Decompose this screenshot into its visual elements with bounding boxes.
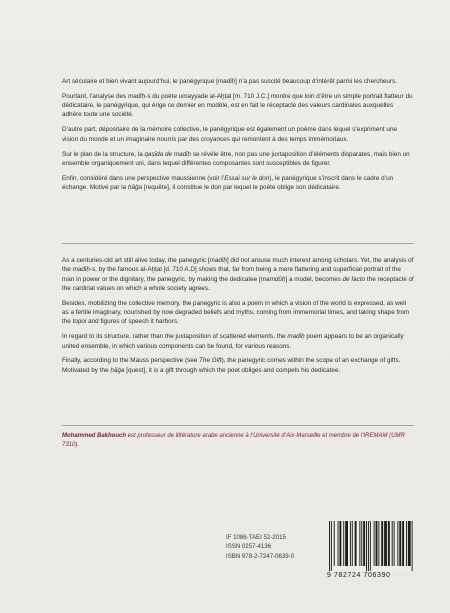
section-divider: [62, 243, 414, 244]
english-paragraph: Besides, mobilizing the collective memory, the panegyric is also a poem in which a vision of the world is expressed, as well as a fertile imaginary, nourished by now degraded beliefs and myths, coming from immemorial times, and taking shape from the topoi and figures of speech it harbors.: [62, 299, 410, 326]
author-note: [62, 432, 414, 449]
english-paragraph: In regard to its structure, rather than the juxtaposition of scattered elements, the madīḥ poem appears to be an organically united ensemble, in which various components can be found, for various reasons.: [62, 333, 404, 350]
italic-term: madīḥ: [287, 333, 305, 341]
english-summary: [62, 256, 414, 381]
french-paragraph: Art séculaire et bien vivant aujourd’hui, le panégyrique [madīḥ] n’a pas suscité beaucoup d’intérêt parmi les chercheurs.: [62, 78, 398, 85]
journal-reference: IF 1086-TAEI 52-2015: [226, 534, 286, 541]
french-paragraph: Pourtant, l’analyse des madīḥ-s du poète umayyade al-Aḫṭal [m. 710 J.C.] montre que loin d’être un simple portrait flatteur du dédicataire, le panégyrique, qui érige ce dernier en modèle, est en fait le réceptacle des valeurs cardinales auxquelles adhère toute une société.: [62, 92, 413, 119]
isbn: ISBN 978-2-7247-0639-0: [226, 552, 295, 560]
barcode-bars: [327, 521, 415, 571]
italic-term: ḥāǧa: [110, 366, 125, 374]
italic-term: Essai sur le don: [224, 174, 270, 182]
italic-term: The Gift: [199, 357, 222, 365]
barcode: [327, 521, 415, 571]
french-summary: [62, 77, 414, 198]
english-paragraph: Finally, according to the Mauss perspective (see The Gift), the panegyric comes within the scope of an exchange of gifts. Motivated by the ḥāǧa [quest], it is a gift through which the poet obliges and compels his dedicatee.: [62, 357, 401, 374]
issn: ISSN 0257-4136: [226, 543, 272, 551]
italic-term: mamdūḥ: [260, 275, 286, 283]
publication-info: [226, 533, 294, 561]
section-divider: [62, 425, 414, 426]
barcode-digits: 9 782724 706390: [327, 572, 391, 579]
french-paragraph: D’autre part, dépositaire de la mémoire collective, le panégyrique est également un poème dans lequel s’expriment une vision du monde et un imaginaire nourris par des croyances qui remontent à des temps immémoriaux.: [62, 126, 398, 143]
french-paragraph: Enfin, considéré dans une perspective maussienne (voir l’Essai sur le don), le panégyrique s’inscrit dans le cadre d’un échange. Motivé par la ḥāǧa [requête], il constitue le don par lequel le poète oblige son dédicataire.: [62, 174, 394, 192]
french-paragraph: Sur le plan de la structure, la qaṣīda de madīḥ se révèle être, non pas une juxtaposition d’éléments disparates, mais bien un ensemble organiquement uni, dans lequel différentes composantes sont susceptibles de figurer.: [62, 150, 410, 167]
author-name: Mohammed Bakhouch: [62, 433, 127, 439]
italic-term: madīḥ: [209, 257, 227, 264]
italic-term: topoi: [72, 318, 87, 326]
italic-term: de facto: [342, 275, 366, 283]
italic-term: qaṣīda de madīḥ: [144, 150, 192, 158]
italic-term: madīḥ: [217, 78, 236, 85]
english-paragraph: As a centuries-old art still alive today, the panegyric [madīḥ] did not arouse much interest among scholars. Yet, the analysis of the madīḥ-s, by the famous al-Aḫṭal [d. 710 A.D] shows that, far from being a mere flattering and superficial portrait of the man in power or the dignitary, the panegyric, by making the dedicatee [mamdūḥ] a model, becomes de facto the receptacle of the cardinal values on which a whole society agrees.: [62, 257, 414, 292]
italic-term: madīḥ: [72, 266, 90, 274]
italic-term: ḥāǧa: [127, 184, 143, 192]
italic-term: madīḥ: [127, 92, 146, 100]
author-bio: est professeur de littérature arabe ancienne à l’Université d’Aix-Marseille et membre de l’IREMAM (UMR 7310).: [62, 433, 405, 448]
